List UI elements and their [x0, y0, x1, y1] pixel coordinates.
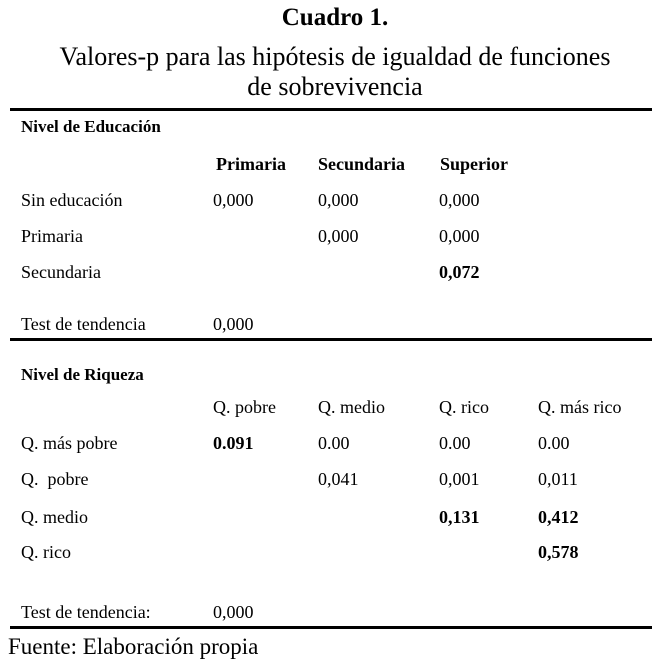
education-row-label: Primaria — [21, 226, 83, 246]
education-cell: 0,000 — [439, 190, 480, 210]
table-title: Cuadro 1. — [281, 4, 389, 31]
wealth-cell-highlight: 0.091 — [213, 433, 254, 453]
wealth-col-q-rico: Q. rico — [439, 397, 489, 417]
education-cell: 0,000 — [439, 226, 480, 246]
bottom-rule — [10, 626, 652, 629]
wealth-row-label: Q. medio — [21, 507, 88, 527]
wealth-col-q-medio: Q. medio — [318, 397, 385, 417]
wealth-cell-highlight: 0,412 — [538, 507, 579, 527]
wealth-cell: 0,041 — [318, 469, 359, 489]
wealth-row-label: Q. pobre — [21, 469, 89, 489]
wealth-trend-value: 0,000 — [213, 602, 254, 622]
middle-rule — [10, 338, 652, 341]
source-note: Fuente: Elaboración propia — [8, 634, 259, 659]
wealth-trend-label: Test de tendencia: — [21, 602, 151, 622]
education-cell: 0,000 — [318, 190, 359, 210]
wealth-section-label: Nivel de Riqueza — [21, 365, 144, 384]
wealth-cell-highlight: 0,578 — [538, 542, 579, 562]
table-subtitle — [0, 42, 670, 102]
wealth-cell: 0.00 — [538, 433, 570, 453]
education-cell-highlight: 0,072 — [439, 262, 480, 282]
education-cell: 0,000 — [318, 226, 359, 246]
education-col-primaria: Primaria — [216, 154, 286, 174]
education-cell: 0,000 — [213, 190, 254, 210]
wealth-cell: 0.00 — [439, 433, 471, 453]
wealth-col-q-mas-rico: Q. más rico — [538, 397, 622, 417]
education-row-label: Sin educación — [21, 190, 123, 210]
education-section-label: Nivel de Educación — [21, 117, 161, 136]
wealth-cell-highlight: 0,131 — [439, 507, 480, 527]
education-col-superior: Superior — [440, 154, 509, 174]
wealth-col-q-pobre: Q. pobre — [213, 397, 276, 417]
wealth-cell: 0,001 — [439, 469, 480, 489]
subtitle-line-2: de sobrevivencia — [247, 72, 423, 101]
wealth-row-label: Q. rico — [21, 542, 71, 562]
education-trend-value: 0,000 — [213, 314, 254, 334]
education-row-label: Secundaria — [21, 262, 101, 282]
education-col-secundaria: Secundaria — [318, 154, 406, 174]
wealth-row-label: Q. más pobre — [21, 433, 118, 453]
subtitle-line-1: Valores-p para las hipótesis de igualdad de funciones — [59, 42, 611, 71]
wealth-cell: 0.00 — [318, 433, 350, 453]
education-trend-label: Test de tendencia — [21, 314, 146, 334]
top-rule — [10, 108, 652, 111]
wealth-cell: 0,011 — [538, 469, 578, 489]
